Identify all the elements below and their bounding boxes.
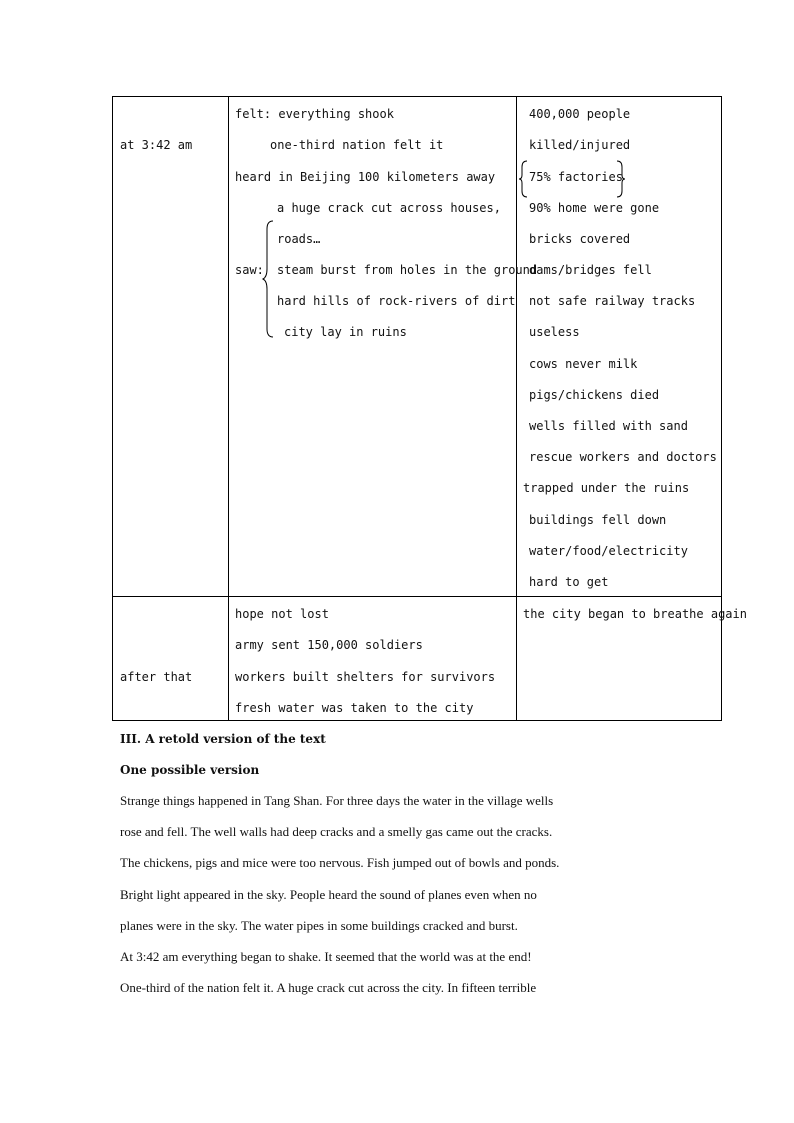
paragraph-line: rose and fell. The well walls had deep cracks and a smelly gas came out the cracks.	[120, 824, 553, 839]
paragraph-line: At 3:42 am everything began to shake. It seemed that the world was at the end!	[120, 949, 532, 964]
saw-item: roads…	[277, 232, 321, 246]
result-line: buildings fell down	[529, 513, 667, 527]
paragraph-line: Bright light appeared in the sky. People heard the sound of planes even when no	[120, 887, 537, 902]
time-cell	[113, 97, 229, 597]
result-line: dams/bridges fell	[529, 263, 652, 277]
result-line: killed/injured	[529, 138, 631, 152]
table-row	[113, 597, 722, 721]
table-row	[113, 97, 722, 597]
event-line: workers built shelters for survivors	[235, 670, 496, 684]
saw-label: saw:	[235, 263, 264, 277]
result-line: 75% factories	[529, 170, 623, 184]
events-cell	[229, 97, 538, 597]
results-cell	[517, 597, 747, 721]
paragraph-line: One-third of the nation felt it. A huge crack cut across the city. In fifteen terrible	[120, 980, 537, 995]
result-line: bricks covered	[529, 232, 631, 246]
results-cell	[517, 97, 722, 597]
right-brace-icon	[615, 159, 625, 199]
result-line: the city began to breathe again	[523, 607, 747, 621]
result-line: rescue workers and doctors	[529, 450, 717, 464]
saw-item: city lay in ruins	[284, 325, 407, 339]
result-line: 400,000 people	[529, 107, 631, 121]
events-cell	[229, 597, 517, 721]
notes-table	[112, 96, 747, 721]
event-line: felt: everything shook	[235, 107, 394, 121]
left-brace-icon	[263, 219, 275, 339]
result-line: useless	[529, 325, 580, 339]
saw-item: hard hills of rock-rivers of dirt	[277, 294, 516, 308]
left-brace-icon	[519, 159, 529, 199]
result-line: wells filled with sand	[529, 419, 688, 433]
event-line: a huge crack cut across houses,	[277, 201, 501, 215]
time-label: at 3:42 am	[120, 138, 193, 152]
event-line: heard in Beijing 100 kilometers away	[235, 170, 496, 184]
result-line: cows never milk	[529, 357, 638, 371]
paragraph-line: planes were in the sky. The water pipes in some buildings cracked and burst.	[120, 918, 518, 933]
result-line: trapped under the ruins	[523, 481, 690, 495]
section-heading: III. A retold version of the text	[120, 732, 326, 746]
paragraph-line: The chickens, pigs and mice were too nervous. Fish jumped out of bowls and ponds.	[120, 855, 560, 870]
time-cell	[113, 597, 229, 721]
result-line: pigs/chickens died	[529, 388, 660, 402]
saw-item: steam burst from holes in the ground	[277, 263, 538, 277]
event-line: hope not lost	[235, 607, 329, 621]
paragraph-line: Strange things happened in Tang Shan. For three days the water in the village wells	[120, 793, 554, 808]
result-line: not safe railway tracks	[529, 294, 696, 308]
result-line: 90% home were gone	[529, 201, 660, 215]
result-line: water/food/electricity	[529, 544, 688, 558]
section-subheading: One possible version	[120, 763, 260, 777]
event-line: one-third nation felt it	[270, 138, 444, 152]
event-line: fresh water was taken to the city	[235, 701, 474, 715]
event-line: army sent 150,000 soldiers	[235, 638, 423, 652]
result-line: hard to get	[529, 575, 609, 589]
time-label: after that	[120, 670, 193, 684]
